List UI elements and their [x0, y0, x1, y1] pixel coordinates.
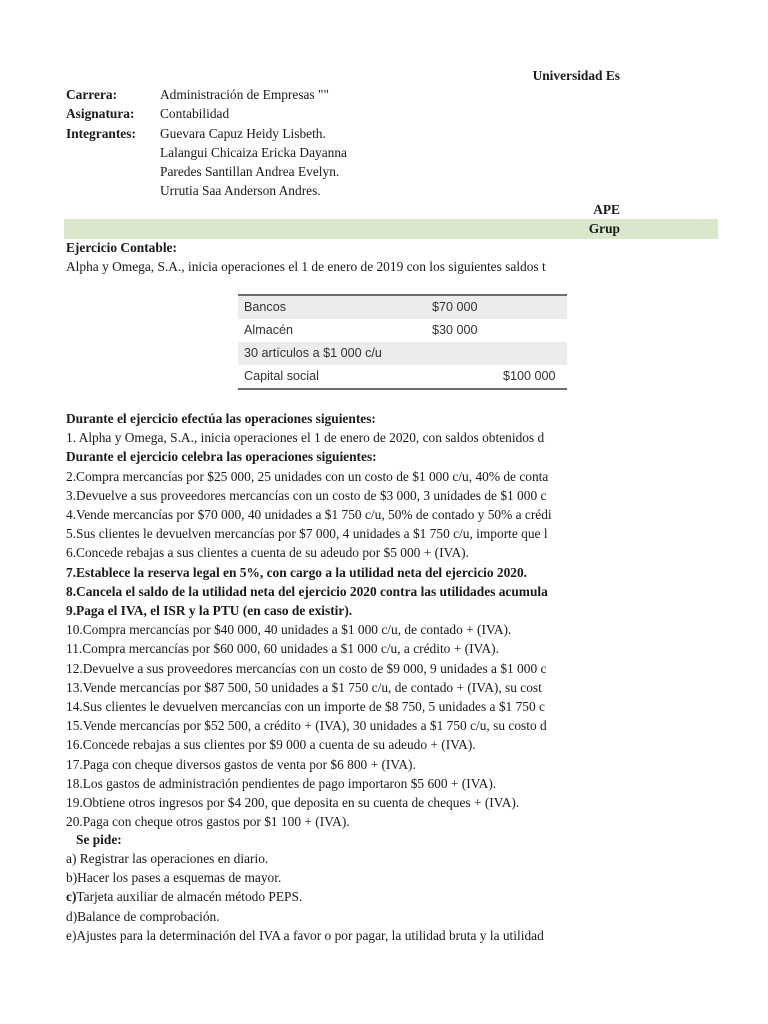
operation-line: 16.Concede rebajas a sus clientes por $9 000 a cuenta de su adeudo + (IVA). [66, 737, 476, 753]
member-name: Urrutia Saa Anderson Andres. [160, 183, 321, 198]
operation-line: 20.Paga con cheque otros gastos por $1 100 + (IVA). [66, 814, 350, 830]
request-text: Registrar las operaciones en diario. [76, 851, 269, 866]
operation-line: 14.Sus clientes le devuelven mercancías con un importe de $8 750, 5 unidades a $1 750 c [66, 699, 545, 714]
members-label: Integrantes: [66, 126, 136, 141]
group-title: Grup [588, 221, 620, 236]
account-name: Bancos [244, 300, 287, 314]
request-prefix: c) [66, 889, 77, 905]
table-row [238, 319, 567, 342]
member-name: Guevara Capuz Heidy Lisbeth. [160, 126, 326, 141]
operation-line: 5.Sus clientes le devuelven mercancías por $7 000, 4 unidades a $1 750 c/u, importe que l [66, 526, 548, 542]
table-row [238, 296, 567, 319]
operation-line: 1. Alpha y Omega, S.A., inicia operaciones el 1 de enero de 2020, con saldos obtenidos d [66, 430, 545, 446]
request-text: Ajustes para la determinación del IVA a favor o por pagar, la utilidad bruta y la utilidad [76, 927, 544, 943]
operation-line: 6.Concede rebajas a sus clientes a cuenta de su adeudo por $5 000 + (IVA). [66, 545, 469, 561]
initial-balances-table [238, 294, 567, 390]
request-prefix: d) [66, 908, 78, 924]
exercise-intro: Alpha y Omega, S.A., inicia operaciones el 1 de enero de 2019 con los siguientes saldos t [66, 259, 546, 274]
operation-line: 12.Devuelve a sus proveedores mercancías con un costo de $9 000, 9 unidades a $1 000 c [66, 660, 547, 676]
operation-line: 17.Paga con cheque diversos gastos de venta por $6 800 + (IVA). [66, 756, 416, 772]
operation-line: 4.Vende mercancías por $70 000, 40 unidades a $1 750 c/u, 50% de contado y 50% a crédi [66, 507, 552, 522]
account-name: Capital social [244, 369, 319, 383]
operation-line: 3.Devuelve a sus proveedores mercancías con un costo de $3 000, 3 unidades de $1 000 c [66, 487, 547, 503]
table-row [238, 365, 567, 388]
request-text: Balance de comprobación. [77, 908, 220, 924]
request-item [66, 887, 302, 906]
operation-line: 11.Compra mercancías por $60 000, 60 unidades a $1 000 c/u, a crédito + (IVA). [66, 641, 499, 657]
request-text: Tarjeta auxiliar de almacén método PEPS. [76, 889, 303, 905]
operation-line: 19.Obtiene otros ingresos por $4 200, que deposita en su cuenta de cheques + (IVA). [66, 795, 520, 810]
member-name: Paredes Santillan Andrea Evelyn. [160, 164, 340, 179]
operation-line: 10.Compra mercancías por $40 000, 40 unidades a $1 000 c/u, de contado + (IVA). [66, 622, 512, 638]
request-prefix: a) [66, 851, 77, 866]
requests-title: Se pide: [76, 832, 122, 847]
request-prefix: e) [66, 927, 77, 943]
subject-value: Contabilidad [160, 106, 230, 121]
table-row [238, 342, 567, 365]
request-item [66, 926, 544, 945]
operation-line: 13.Vende mercancías por $87 500, 50 unidades a $1 750 c/u, de contado + (IVA), su cost [66, 679, 542, 695]
subject-label: Asignatura: [66, 106, 135, 121]
career-label: Carrera: [66, 87, 118, 102]
operation-line: 9.Paga el IVA, el ISR y la PTU (en caso de existir). [66, 603, 353, 618]
operation-line: 2.Compra mercancías por $25 000, 25 unidades con un costo de $1 000 c/u, 40% de conta [66, 468, 549, 484]
operation-line: Durante el ejercicio efectúa las operaciones siguientes: [66, 411, 376, 426]
operation-line: 8.Cancela el saldo de la utilidad neta del ejercicio 2020 contra las utilidades acumula [66, 583, 548, 599]
operation-line: 7.Establece la reserva legal en 5%, con cargo a la utilidad neta del ejercicio 2020. [66, 564, 528, 580]
request-item [66, 868, 281, 887]
account-name: Almacén [244, 323, 293, 337]
university-title: Universidad Es [532, 68, 620, 83]
request-text: Hacer los pases a esquemas de mayor. [77, 870, 282, 886]
account-amount: $70 000 [432, 300, 478, 314]
request-item [66, 907, 220, 926]
exercise-title: Ejercicio Contable: [66, 240, 177, 255]
operation-line: Durante el ejercicio celebra las operaciones siguientes: [66, 449, 377, 465]
account-name: 30 artículos a $1 000 c/u [244, 346, 382, 360]
request-prefix: b) [66, 870, 78, 886]
member-name: Lalangui Chicaiza Ericka Dayanna [160, 145, 348, 160]
career-value: Administración de Empresas "" [160, 87, 329, 102]
account-amount: $30 000 [432, 323, 478, 337]
operation-line: 15.Vende mercancías por $52 500, a crédito + (IVA), 30 unidades a $1 750 c/u, su costo d [66, 718, 547, 734]
operation-line: 18.Los gastos de administración pendientes de pago importaron $5 600 + (IVA). [66, 775, 497, 791]
ape-title: APE [593, 202, 620, 217]
account-total: $100 000 [503, 369, 556, 383]
request-item [66, 849, 268, 868]
